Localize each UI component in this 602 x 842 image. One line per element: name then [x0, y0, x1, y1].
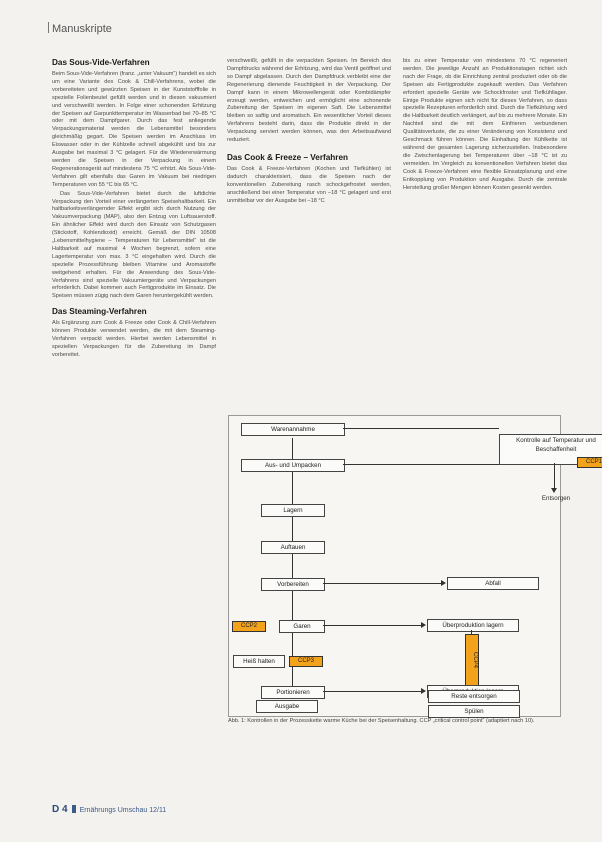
paragraph: Das Sous-Vide-Verfahren bietet durch die luftdichte Verpackung den Vorteil einer verlängerten Speisehaltbarkeit. Ein haltbarkeitsverlängernder Effekt ergibt sich durch Nutzung der Vakuumverpackung (MAP), also den Entzug von Luftsauerstoff. Ein ähnlicher Effekt wird durch den Einsatz von Schutzgasen (Stickstoff, Kohlendioxid) erreicht. Gemäß der DIN 10508 „Lebensmittelhygiene – Temperaturen für Lebensmittel“ ist die Haltbarkeit auf maximal 4 Wochen begrenzt, sofern eine Lagertemperatur von max. 3 °C eingehalten wird. Durch die spezielle Prozessführung bleiben Vitamine und Aromastoffe weitgehend erhalten. Für die Anwendung des Sous-Vide-Verfahrens sind spezielle Vakuumiergeräte und Verpackungen erforderlich. Dabei kommen auch Fertigprodukte im Einsatz. Die Speisen müssen zügig nach dem Garen heruntergekühlt werden.: [52, 190, 216, 300]
main-connector: [292, 438, 293, 692]
heading-sous-vide: Das Sous-Vide-Verfahren: [52, 58, 150, 67]
paragraph: bis zu einer Temperatur von mindestens 70 °C regeneriert werden. Die jeweilige Anzahl an Produktionstagen richtet sich nach der Frage, ob die Einrichtung zentral produziert oder ob die Speisen als Fertigprodukte zugekauft werden. Das Verfahren erfordert spezielle Geräte wie Schockfroster und Tiefkühllager. Einige Produkte eignen sich nicht für dieses Verfahren, so dass spezielle Rezepturen erforderlich sind. Durch die Tiefkühlung wird die Haltbarkeit deutlich verlängert, auf bis zu mehrere Monate. Ein Nachteil sind die mit dem Einfrieren verbundenen Qualitätsverluste, die zu einer Veränderung von Konsistenz und Geschmack führen können. Die Einhaltung der Kühlkette ist während der gesamten Lagerung sicherzustellen. Insbesondere die Zwischenlagerung bei Temperaturen über –18 °C ist zu vermeiden. Im Vergleich zu konventionellen Verfahren bietet das Cook & Freeze-Verfahren eine flexible Einsatzplanung und eine Entkopplung von Produktion und Ausgabe. Durch die zentrale Herstellung großer Mengen können Kosten gesenkt werden.: [403, 58, 567, 191]
paragraph: Als Ergänzung zum Cook & Freeze oder Cook & Chill-Verfahren können Produkte verwendet werden, die mit dem Steaming-Verfahren verpackt werden. Hierbei werden Lebensmittel in speziellen Verpackungen für die Zubereitung im Dampf vorbereitet.: [52, 320, 216, 358]
ccp3-badge: CCP3: [289, 656, 323, 667]
kontroll-label: Kontrolle auf Temperatur und Beschaffenheit: [516, 437, 596, 453]
step-aus-umpacken: Aus- und Umpacken: [241, 459, 345, 472]
paragraph: Das Cook & Freeze-Verfahren (Kochen und Tiefkühlen) ist dadurch charakterisiert, dass die Speisen nach der konventionellen Zubereitung rasch schockgefrostet werden, anschließend bei einer Temperatur von –18 °C gelagert und erst unmittelbar vor der Ausgabe bei –18 °C: [227, 165, 391, 204]
header-title: Manuskripte: [52, 23, 112, 35]
arrow-icon: [551, 488, 557, 493]
connector-entsorgen: [554, 463, 555, 489]
ccp1-badge: CCP1: [577, 457, 602, 468]
header: [48, 22, 112, 35]
step-portionieren: Portionieren: [261, 686, 325, 699]
figure-caption: Abb. 1: Kontrollen in der Prozesskette warme Küche bei der Speisenhaltung. CCP „critical control point“ (adaptiert nach 10).: [228, 718, 535, 724]
ccp4-badge: CCP4: [465, 634, 479, 686]
step-auftauen: Auftauen: [261, 541, 325, 554]
column-2: [227, 58, 391, 207]
step-garen: Garen: [279, 620, 325, 633]
step-ausgabe: Ausgabe: [256, 700, 318, 713]
step-warenannahme: Warenannahme: [241, 423, 345, 436]
connector-abfall: [323, 583, 443, 584]
label-ueberproduktion-1: Überproduktion lagern: [427, 619, 519, 632]
label-abfall: Abfall: [447, 577, 539, 590]
step-lagern: Lagern: [261, 504, 325, 517]
connector-kontroll: [343, 464, 499, 465]
arrow-icon: [441, 580, 446, 586]
connector-ueberproduktion: [323, 625, 423, 626]
column-3: [403, 58, 567, 193]
paragraph: verschweißt, gefüllt in die verpackten Speisen. Im Bereich des Dampfdrucks während der Erhitzung, wird das Ventil geöffnet und so Dampf abgelassen. Durch den Dampfdruck verbleibt eine der Regenerierung dienende Feuchtigkeit in der Verpackung. Der Dampf kann in einem Mikrowellengerät oder Kombidämpfer erzeugt werden, entweichen und ermöglicht eine schonende Zubereitung der Speisen im eigenen Saft. Die Lebensmittel bleiben so saftig und aromatisch. Ein wesentlicher Vorteil dieses Verfahrens besteht darin, dass die Produkte direkt in der Verpackung serviert werden können, was den Arbeitsaufwand reduziert.: [227, 58, 391, 144]
arrow-icon: [421, 622, 426, 628]
step-vorbereiten: Vorbereiten: [261, 578, 325, 591]
label-entsorgen: Entsorgen: [541, 495, 571, 502]
arrow-icon: [421, 688, 426, 694]
heading-cook-freeze: Das Cook & Freeze – Verfahren: [227, 152, 349, 162]
page-number: D 4: [52, 804, 68, 815]
paragraph: Beim Sous-Vide-Verfahren (franz. „unter Vakuum“) handelt es sich um eine Variante des Cook & Chill-Verfahrens, wobei die vorbereiteten und gewürzten Speisen in der Kunststofffolie in spezielle Folienbeutel gefüllt werden und in diesen vakuumiert und verschweißt werden. In Folge einer schonenden Erhitzung der Speisen auf Garpunkttemperatur im Wasserbad bei 70–85 °C oder mit dem Dampfgarer. Durch das fest anliegende Verpackungsmaterial werden die Lebensmittel besonders gleichmäßig gegart. Die Speisen werden im Anschluss im Eiswasser oder in der Kühlzelle schnell abgekühlt und bis zur Ausgabe bei maximal 3 °C gelagert. Für die Wiedererwärmung werden die Speisen in der Verpackung in einem Regenerationsgerät auf mindestens 75 °C erhitzt. Als Sous-Vide-Verfahren gilt ebenfalls das Garen im Vakuum bei niedrigen Temperaturen von 55 °C bis 65 °C.: [52, 71, 216, 188]
ccp2-badge: CCP2: [232, 621, 266, 632]
connector-ueberproduktion: [323, 691, 423, 692]
label-reste-entsorgen: Reste entsorgen: [428, 690, 520, 703]
connector: [471, 630, 472, 634]
step-heiss-halten: Heiß halten: [233, 655, 285, 668]
footer-separator: [72, 805, 76, 813]
process-diagram: [228, 415, 602, 717]
connector-kontroll: [343, 428, 499, 429]
heading-steaming: Das Steaming-Verfahren: [52, 307, 147, 317]
column-1: [52, 58, 216, 361]
label-spuelen: Spülen: [428, 705, 520, 718]
header-bar: [48, 22, 49, 33]
journal-name: Ernährungs Umschau 12/11: [79, 807, 167, 814]
footer: [52, 804, 166, 815]
